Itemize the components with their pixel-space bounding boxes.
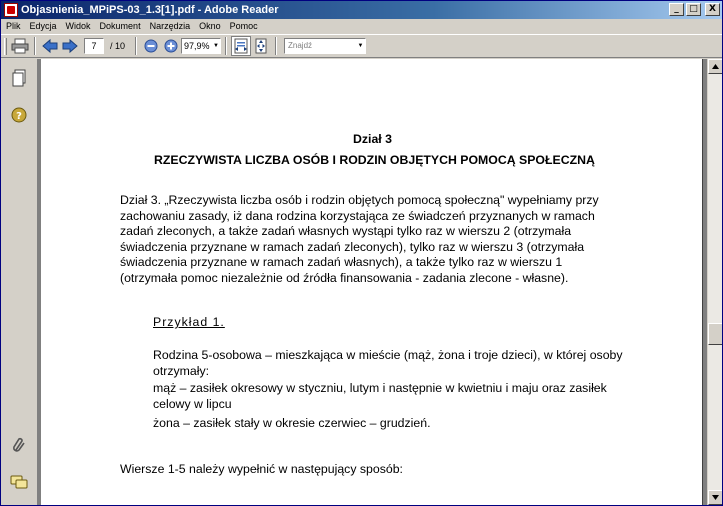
adobe-reader-icon [4,3,18,17]
pdf-page [41,59,703,506]
chevron-down-icon: ▼ [213,43,219,49]
menu-document[interactable]: Dokument [99,21,141,31]
example-paragraph [153,381,630,412]
page-total: / 10 [110,41,126,51]
arrow-up-icon [712,64,719,69]
text-line: mąż – zasiłek okresowy w styczniu, lutym i następnie w kwietniu i maju oraz zasiłek [153,381,607,395]
print-button[interactable] [10,36,30,56]
pages-icon [12,69,26,87]
toolbar-separator [275,37,277,55]
help-button[interactable] [10,106,28,124]
text-line: celowy w lipcu [153,396,232,411]
text-line: Dział 3. „Rzeczywista liczba osób i rodzin objętych pomocą społeczną" wypełniamy przy [120,193,599,207]
printer-icon [11,38,29,54]
menu-view[interactable]: Widok [65,21,91,31]
navigation-panel [1,59,38,506]
menu-bar [1,19,722,33]
scrollbar-thumb[interactable] [708,323,723,345]
fit-page-button[interactable] [251,36,271,56]
text-line: świadczenia przyznane w ramach zadań własnych), a także tylko raz w wierszu 1 [120,255,563,269]
zoom-in-button[interactable] [161,36,181,56]
find-placeholder: Znajdź [288,41,313,50]
fit-width-icon [234,38,248,54]
section-heading: RZECZYWISTA LICZBA OSÓB I RODZIN OBJĘTYCH POMOCĄ SPOŁECZNĄ [154,153,595,167]
title-bar [1,1,722,19]
text-line: Rodzina 5-osobowa – mieszkająca w mieście (mąż, żona i troje dzieci), w której osoby [153,348,623,362]
document-area[interactable] [38,59,707,506]
section-title: Dział 3 [353,132,392,146]
find-input[interactable] [284,38,366,54]
closing-line: Wiersze 1-5 należy wypełnić w następujący sposób: [120,462,403,476]
vertical-scrollbar[interactable] [707,59,722,505]
text-line: zadań zleconych, a także zadań własnych wystąpi tylko raz w wierszu 2 (otrzymała [120,224,572,238]
chevron-down-icon: ▼ [357,43,364,49]
maximize-button[interactable]: □ [686,3,701,16]
zoom-out-icon [144,39,158,53]
svg-text:?: ? [16,111,22,122]
page-number-input[interactable]: 7 [84,38,104,54]
minimize-button[interactable]: _ [669,3,684,16]
attachments-button[interactable] [10,436,28,454]
fit-page-icon [254,38,268,54]
text-line: (otrzymała pomoc niezależnie od źródła finansowania - zadania zlecone - własne). [120,270,569,285]
menu-window[interactable]: Okno [199,21,221,31]
menu-edit[interactable]: Edycja [29,21,57,31]
text-line: zachowaniu zasady, iż dana rodzina korzystająca ze świadczeń przyznanych w ramach [120,208,595,223]
toolbar [1,34,722,58]
pages-button[interactable] [10,69,28,87]
previous-page-button[interactable] [40,36,60,56]
close-button[interactable]: X [705,3,720,16]
toolbar-separator [34,37,36,55]
menu-file[interactable]: Plik [6,21,21,31]
arrow-down-icon [712,495,719,500]
arrow-left-icon [42,38,58,54]
text-line: świadczenia przyznane w ramach zadań zleconych), tylko raz w wierszu 3 (otrzymała [120,239,585,254]
fit-width-button[interactable] [231,36,251,56]
scroll-down-button[interactable] [708,490,723,505]
paperclip-icon [11,436,27,454]
comment-icon [10,475,28,491]
example-title: Przykład 1. [153,315,225,329]
comments-button[interactable] [10,474,28,492]
toolbar-separator [135,37,137,55]
intro-paragraph [120,193,630,286]
window-title: Objasnienia_MPiPS-03_1.3[1].pdf - Adobe Reader [21,4,279,16]
scroll-up-button[interactable] [708,59,723,74]
toolbar-separator [225,37,227,55]
menu-help[interactable]: Pomoc [229,21,258,31]
help-icon [11,107,27,123]
menu-tools[interactable]: Narzędzia [149,21,191,31]
zoom-value: 97,9% [184,41,210,51]
toolbar-grip[interactable] [4,38,7,55]
zoom-out-button[interactable] [141,36,161,56]
next-page-button[interactable] [60,36,80,56]
example-paragraph [153,348,630,379]
text-line: otrzymały: [153,363,210,378]
zoom-select[interactable] [181,38,221,54]
zoom-in-icon [164,39,178,53]
arrow-right-icon [62,38,78,54]
example-line: żona – zasiłek stały w okresie czerwiec – grudzień. [153,416,431,430]
